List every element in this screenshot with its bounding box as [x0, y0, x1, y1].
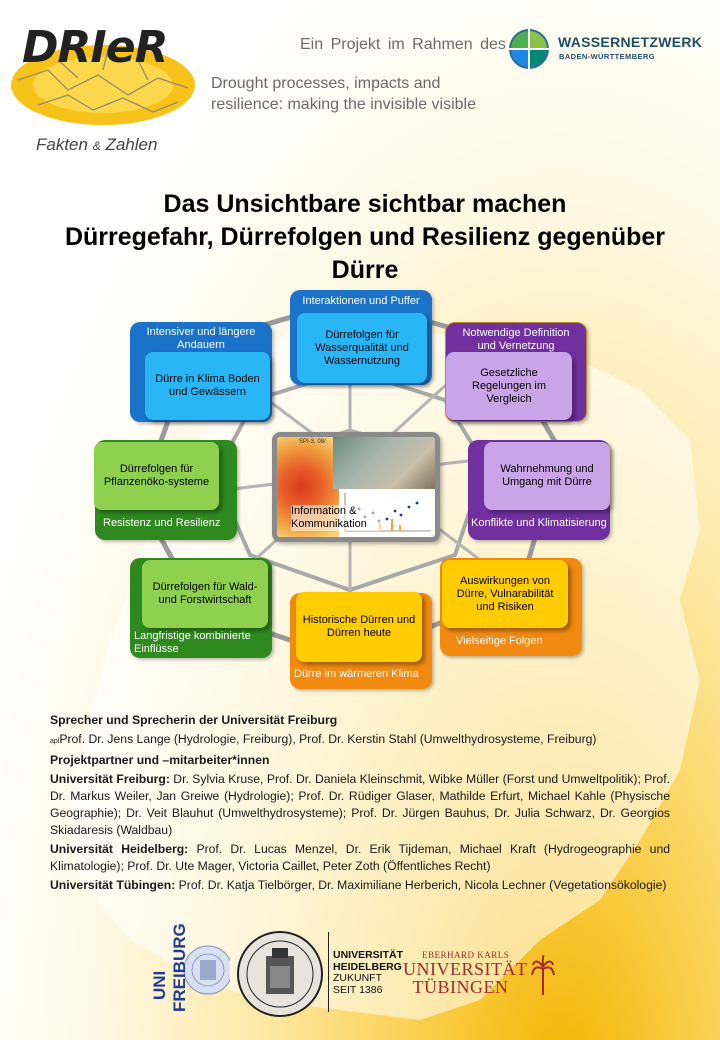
page-title	[20, 188, 710, 287]
center-label: Information & Kommunikation	[291, 505, 381, 531]
tuebingen-text	[403, 959, 528, 997]
palm-tree-icon	[530, 955, 556, 995]
speakers-prefix: apl	[50, 738, 60, 745]
heidelberg-seal-icon	[236, 930, 324, 1018]
heidelberg-partners	[50, 841, 670, 875]
tagline: Drought processes, impacts and resilience: making the invisible visible	[211, 75, 477, 113]
drier-logo	[0, 0, 200, 160]
freiburg-uni-text: UNI	[150, 970, 169, 1000]
partner-name: WASSERNETZWERK	[558, 34, 703, 50]
freiburg-names: Dr. Sylvia Kruse, Prof. Dr. Daniela Kleinschmit, Wibke Müller (Forst und Umweltpolitik); Prof. Dr. Markus Weiler, Jan Greiwe (Hydrologie); Prof. Dr. Rüdiger Glaser, Mathilde Erfurt, Michael Kahle (Physische Geographie); Dr. Veit Blauhut (Umwelthydrosysteme); Prof. Dr. Jürgen Bauhus, Dr. Julia Schwarz, Dr. Georgios Skiadaresis (Waldbau)	[50, 772, 670, 837]
logo-subtitle-amp: &	[92, 139, 101, 153]
credits-section	[50, 712, 670, 896]
tuebingen-partners	[50, 877, 670, 894]
node-outer-label: Notwendige Definition und Vernetzung	[462, 327, 570, 352]
project-text: Ein Projekt im Rahmen des	[300, 36, 506, 53]
tuebingen-names: Prof. Dr. Katja Tielbörger, Dr. Maximiliane Herberich, Nicola Lechner (Vegetationsökologie)	[178, 878, 667, 892]
tue-line-1: UNIVERSITÄT	[403, 959, 528, 979]
node-inner-wahrnehmung: Wahrnehmung und Umgang mit Dürre	[484, 442, 610, 510]
partners-heading: Projektpartner und –mitarbeiter*innen	[50, 753, 270, 767]
center-photo	[333, 437, 436, 489]
hd-line-4: SEIT 1386	[333, 983, 383, 996]
node-outer-label: Vielseitige Folgen	[456, 635, 543, 647]
uni-freiburg-logo	[150, 923, 230, 1030]
node-inner-auswirkungen: Auswirkungen von Dürre, Vulnarabilität und Risiken	[442, 560, 568, 628]
tue-line-2: TÜBINGEN	[412, 977, 509, 997]
wassernetzwerk-icon	[507, 27, 551, 71]
hd-line-3: ZUKUNFT	[333, 972, 382, 984]
logo-subtitle-part2: Zahlen	[105, 135, 158, 154]
heidelberg-label: Universität Heidelberg:	[50, 842, 189, 856]
title-line-2: Dürregefahr, Dürrefolgen und Resilienz gegenüber	[64, 223, 666, 251]
tuebingen-small-text: EBERHARD KARLS	[422, 950, 510, 960]
node-outer-label: Dürre im wärmeren Klima	[294, 668, 419, 680]
node-inner-regelungen: Gesetzliche Regelungen im Vergleich	[446, 352, 572, 420]
hd-line-2: HEIDELBERG	[333, 960, 402, 973]
title-line-1: Das Unsichtbare sichtbar machen	[163, 190, 567, 218]
freiburg-label: Universität Freiburg:	[50, 772, 170, 786]
heidelberg-divider	[328, 932, 329, 1012]
node-outer-label: Langfristige kombinierte Einflüsse	[134, 630, 251, 655]
logo-subtitle	[36, 135, 157, 155]
node-inner-wald: Dürrefolgen für Wald- und Forstwirtschaft	[142, 560, 268, 628]
heidelberg-names: Prof. Dr. Lucas Menzel, Dr. Erik Tijdeman, Michael Kraft (Hydrogeographie und Klimatologie); Prof. Dr. Ute Mager, Victoria Caillet, Peter Zoth (Öffentliches Recht)	[50, 842, 670, 873]
node-inner-wasserqualitaet: Dürrefolgen für Wasserqualität und Wassernutzung	[297, 313, 427, 383]
node-inner-klima-boden: Dürre in Klima Boden und Gewässern	[145, 352, 270, 420]
speakers-text	[50, 731, 670, 750]
node-outer-label: Intensiver und längere Andauern	[146, 326, 256, 351]
node-inner-historische: Historische Dürren und Dürren heute	[296, 592, 422, 662]
speakers-names: Prof. Dr. Jens Lange (Hydrologie, Freiburg), Prof. Dr. Kerstin Stahl (Umwelthydrosysteme, Freiburg)	[59, 732, 597, 746]
center-information-box	[272, 432, 440, 542]
hd-line-1: UNIVERSITÄT	[333, 949, 404, 961]
title-line-3: Dürre	[331, 256, 399, 284]
node-inner-pflanzen: Dürrefolgen für Pflanzenöko-systeme	[94, 442, 219, 510]
partner-subtitle: BADEN-WÜRTTEMBERG	[559, 52, 655, 61]
heidelberg-text	[333, 950, 403, 996]
freiburg-name-text: FREIBURG	[170, 923, 189, 1012]
logo-subtitle-part1: Fakten	[36, 135, 88, 154]
logo-text: DRIeR	[22, 22, 168, 73]
center-map-label: SPI-3, 08/	[299, 439, 326, 445]
speakers-heading: Sprecher und Sprecherin der Universität Freiburg	[50, 713, 338, 727]
node-outer-label: Interaktionen und Puffer	[302, 295, 420, 307]
freiburg-partners	[50, 771, 670, 839]
tuebingen-label: Universität Tübingen:	[50, 878, 176, 892]
node-outer-label: Konflikte und Klimatisierung	[471, 517, 607, 529]
node-outer-label: Resistenz und Resilienz	[103, 517, 221, 529]
